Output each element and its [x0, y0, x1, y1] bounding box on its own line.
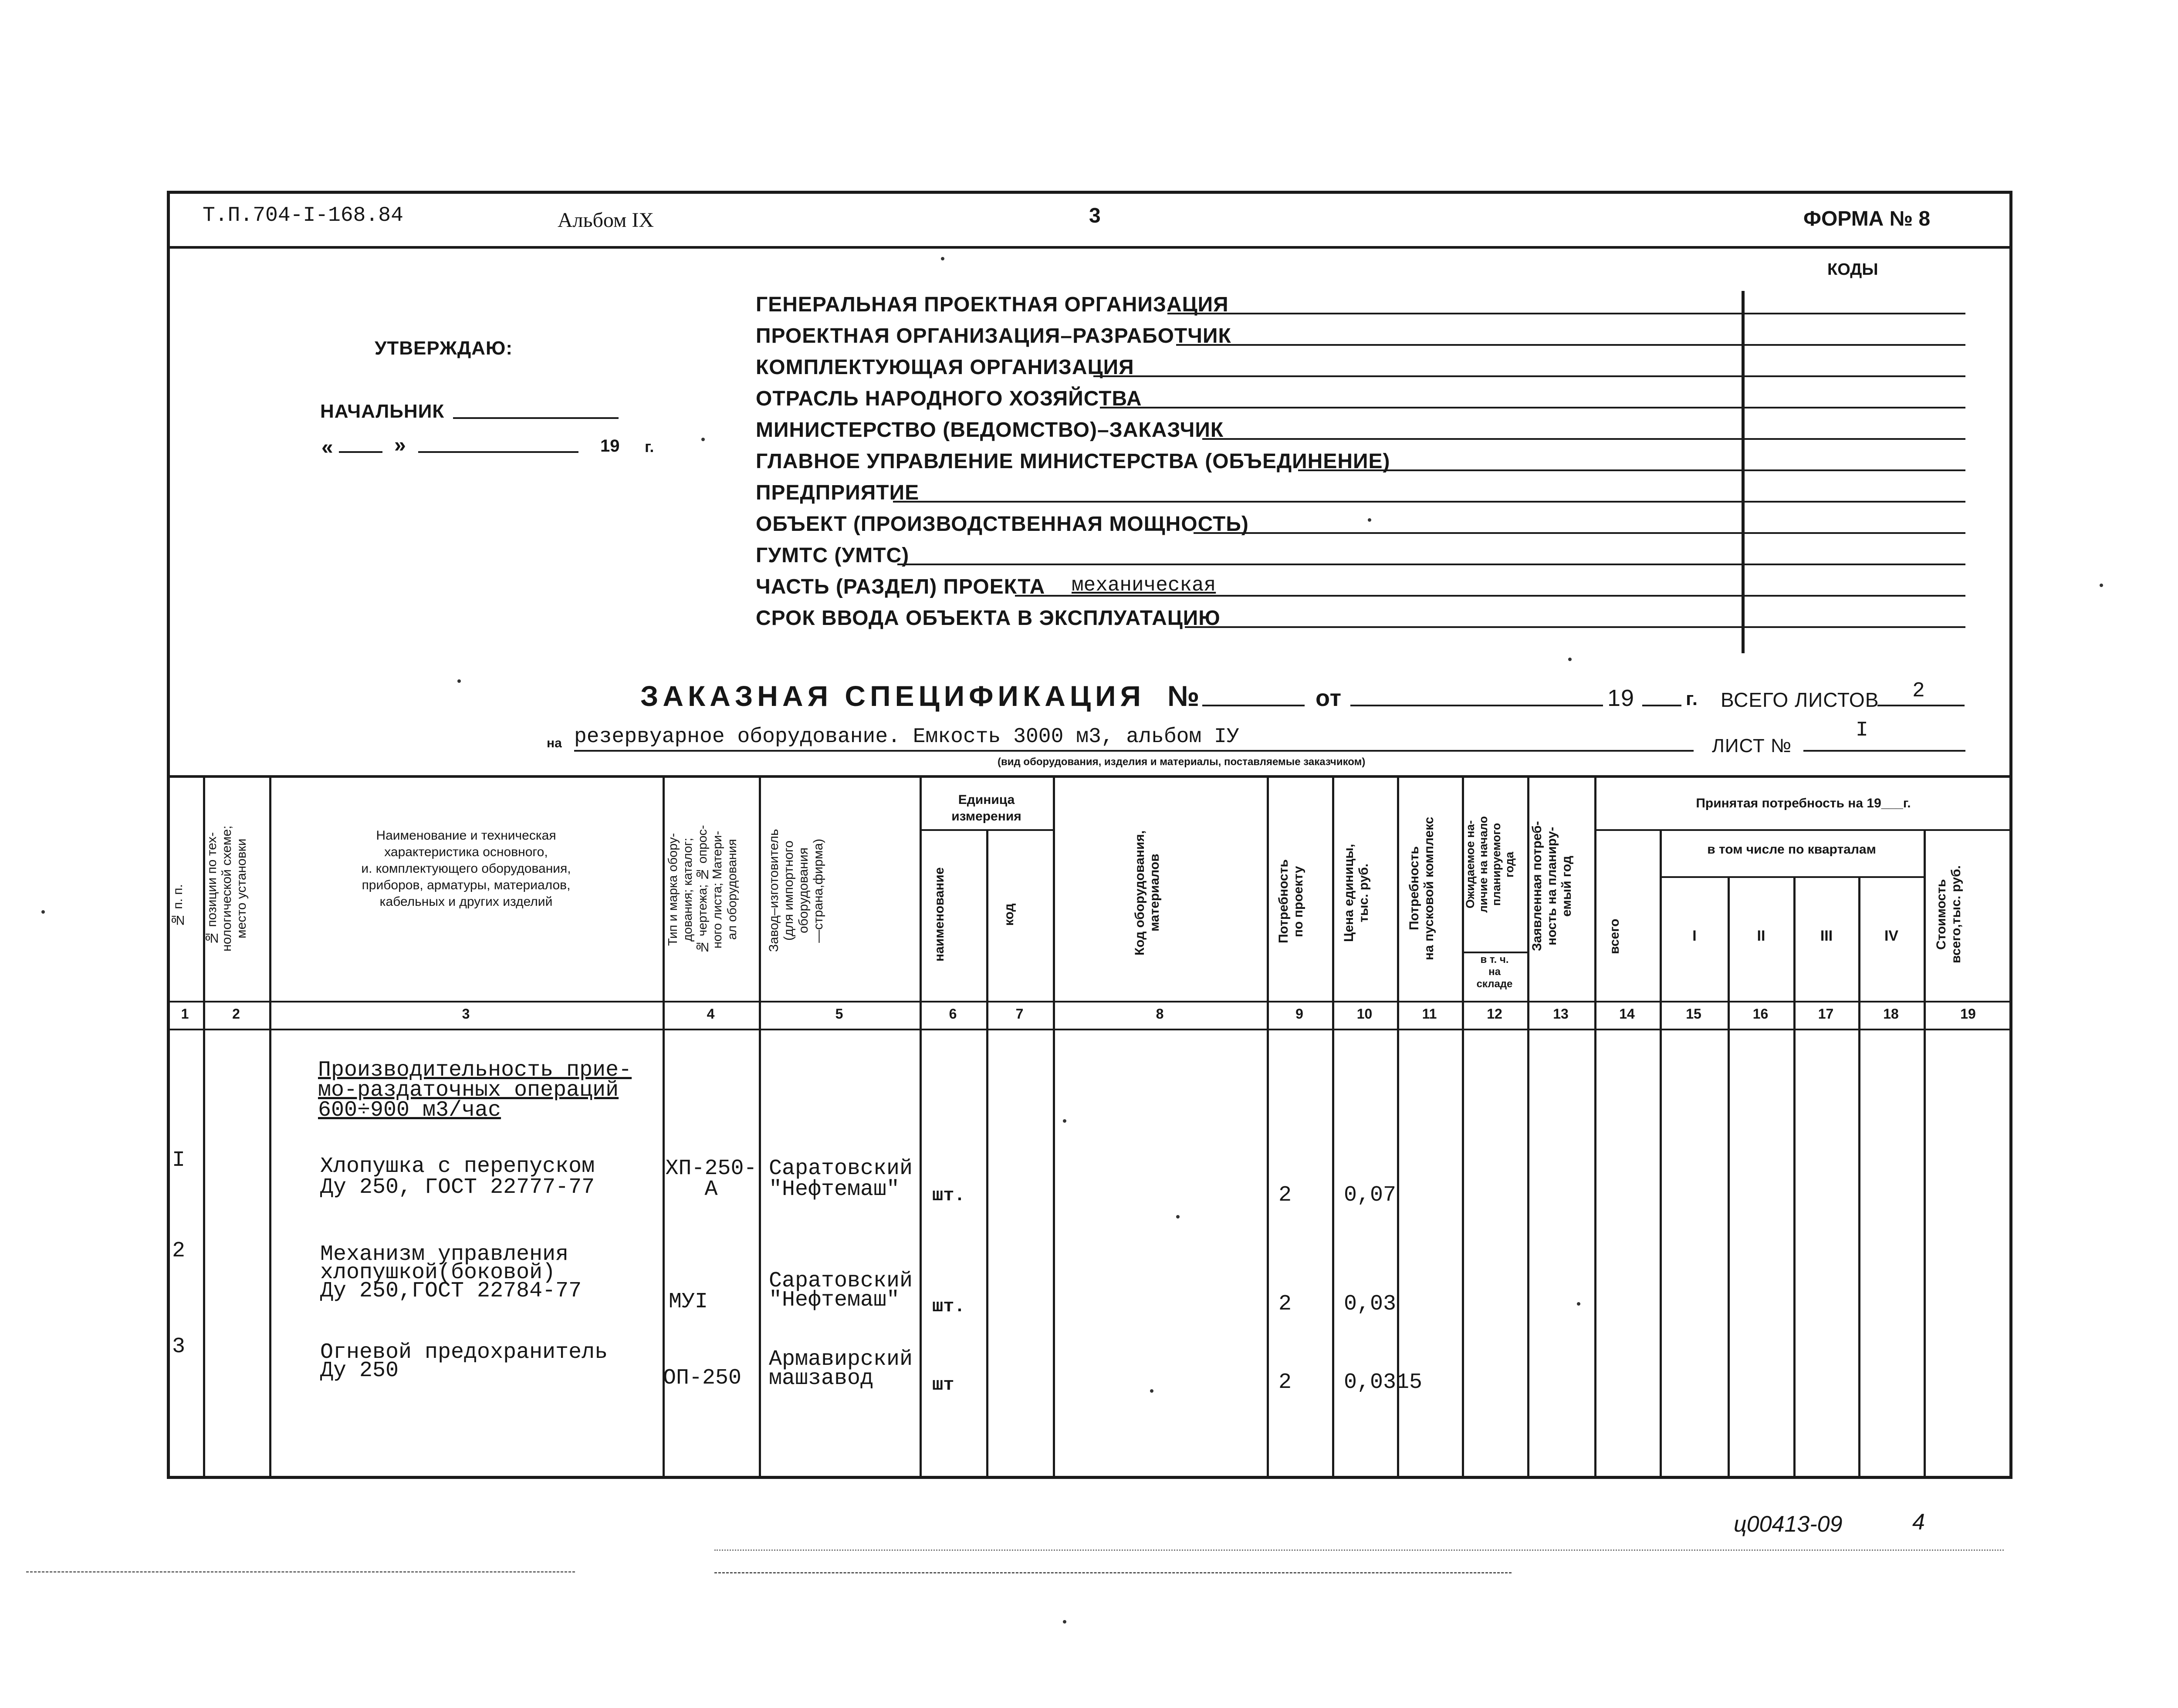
col-header-in-stock: в т. ч. на складе	[1476, 954, 1513, 990]
row-unit: шт.	[932, 1185, 965, 1206]
col-header-unit-name: наименование	[932, 867, 947, 962]
col-header-q2: II	[1757, 928, 1765, 944]
col-separator	[1332, 777, 1334, 1479]
accepted-group-rule	[1594, 829, 2012, 831]
col-header-type: Тип и марка обору- дования; каталог; № чертежа; № опрос- ного листа; Матери- ал оборудования	[666, 825, 739, 954]
col-header-maker: Завод–изготовитель (для импортного оборудования —страна,фирма)	[767, 829, 825, 952]
column-number: 7	[1015, 1006, 1024, 1022]
column-number: 5	[835, 1006, 843, 1022]
col-header-no: № п. п.	[171, 884, 185, 928]
col-separator	[986, 829, 988, 1479]
footer-scan-line	[714, 1572, 1512, 1573]
scan-speck	[1063, 1620, 1066, 1624]
field-label: ГЕНЕРАЛЬНАЯ ПРОЕКТНАЯ ОРГАНИЗАЦИЯ	[756, 293, 1229, 316]
field-label: ОТРАСЛЬ НАРОДНОГО ХОЗЯЙСТВА	[756, 387, 1142, 410]
col-header-equipment-code: Код оборудования, материалов	[1133, 830, 1162, 955]
project-part-value: механическая	[1072, 574, 1216, 597]
col-separator	[1858, 876, 1860, 1479]
column-number: 8	[1156, 1006, 1164, 1022]
scan-speck	[1368, 518, 1371, 522]
spec-no-label: №	[1167, 680, 1200, 712]
row-maker: Саратовский "Нефтемаш"	[769, 1269, 913, 1313]
total-sheets-label: ВСЕГО ЛИСТОВ	[1721, 689, 1879, 711]
page-number: 3	[1089, 204, 1101, 227]
spec-title: ЗАКАЗНАЯ СПЕЦИФИКАЦИЯ	[640, 680, 1145, 712]
date-quote-close: »	[394, 434, 406, 457]
date-quote-open: «	[321, 436, 333, 459]
date-month-line	[418, 451, 578, 453]
row-price: 0,03	[1344, 1292, 1397, 1316]
column-number: 19	[1960, 1006, 1976, 1022]
unit-group-rule	[920, 829, 1053, 831]
col-header-expected: Ожидаемое на- личие на начало планируемого года	[1464, 816, 1516, 913]
column-number: 10	[1356, 1006, 1373, 1022]
album-label: Альбом IX	[558, 209, 654, 232]
field-label: ОБЪЕКТ (ПРОИЗВОДСТВЕННАЯ МОЩНОСТЬ)	[756, 513, 1249, 536]
row-type: ОП-250	[663, 1366, 742, 1391]
col-separator	[1660, 829, 1662, 1479]
field-line[interactable]	[1185, 626, 1965, 628]
spec-date-line[interactable]	[1350, 705, 1603, 706]
row-maker: Армавирский машзавод	[769, 1347, 913, 1391]
column-number: 6	[949, 1006, 957, 1022]
spec-subject-caption: (вид оборудования, изделия и материалы, поставляемые заказчиком)	[998, 756, 1366, 768]
row-price: 0,0315	[1344, 1370, 1423, 1395]
scan-speck	[1063, 1119, 1066, 1123]
table-colnum-border	[167, 1029, 2012, 1030]
scan-speck	[41, 910, 45, 914]
table-header-border	[167, 1001, 2012, 1003]
sheet-no-label: ЛИСТ №	[1712, 735, 1792, 756]
total-sheets-value: 2	[1912, 679, 1925, 703]
codes-label: КОДЫ	[1827, 260, 1878, 279]
accepted-group-header: Принятая потребность на 19___г.	[1696, 796, 1911, 810]
date-year: 19	[600, 436, 620, 456]
doc-code: Т.П.704-I-168.84	[203, 204, 403, 227]
row-type: ХП-250- А	[665, 1156, 757, 1202]
row-unit: шт	[932, 1374, 954, 1395]
col-separator	[1267, 777, 1269, 1479]
stock-sub-rule	[1462, 952, 1527, 953]
col-header-unit-code: код	[1002, 903, 1016, 926]
row-number: I	[172, 1148, 186, 1173]
col-separator	[1793, 876, 1796, 1479]
column-number: 2	[232, 1006, 240, 1022]
column-number: 3	[462, 1006, 470, 1022]
footer-scan-line	[26, 1571, 575, 1573]
col-separator	[1924, 829, 1926, 1479]
column-number: 14	[1619, 1006, 1635, 1022]
row-price: 0,07	[1344, 1183, 1397, 1208]
field-line[interactable]	[1194, 532, 1965, 534]
unit-group-header: Единица измерения	[951, 793, 1021, 824]
quarters-group-header: в том числе по кварталам	[1707, 842, 1876, 857]
row-qty: 2	[1278, 1370, 1292, 1395]
field-label: ЧАСТЬ (РАЗДЕЛ) ПРОЕКТА	[756, 575, 1045, 598]
column-number: 4	[707, 1006, 715, 1022]
field-line[interactable]	[897, 564, 1965, 565]
field-line[interactable]	[1298, 469, 1965, 471]
table-top-border	[167, 775, 2012, 778]
field-line[interactable]	[1202, 438, 1965, 440]
col-header-total: всего	[1607, 918, 1622, 954]
col-header-name: Наименование и техническая характеристика основного, и. комплектующего оборудования, приборов, арматуры, материалов, кабельных и других изделий	[361, 828, 571, 909]
col-separator	[1527, 777, 1529, 1479]
scan-speck	[1176, 1215, 1180, 1219]
column-number: 15	[1686, 1006, 1701, 1022]
field-label: ГЛАВНОЕ УПРАВЛЕНИЕ МИНИСТЕРСТВА (ОБЪЕДИНЕНИЕ)	[756, 450, 1390, 473]
spec-year-label: 19	[1607, 685, 1635, 711]
field-label: ПРОЕКТНАЯ ОРГАНИЗАЦИЯ–РАЗРАБОТЧИК	[756, 324, 1231, 348]
column-number: 1	[181, 1006, 189, 1022]
field-line[interactable]	[1093, 375, 1965, 377]
row-qty: 2	[1278, 1183, 1292, 1208]
row-name: Механизм управления хлопушкой(боковой) Ду 250,ГОСТ 22784-77	[320, 1242, 582, 1303]
field-line[interactable]	[1167, 313, 1965, 314]
field-line[interactable]	[1176, 344, 1965, 346]
spec-year-g: г.	[1686, 688, 1698, 709]
col-separator	[1053, 777, 1055, 1479]
sheet-no-line[interactable]	[1803, 750, 1965, 752]
col-separator	[1594, 777, 1596, 1479]
date-year-g: г.	[645, 438, 654, 456]
spec-subject: резервуарное оборудование. Емкость 3000 м3, альбом IУ	[574, 725, 1239, 749]
spec-subject-line[interactable]	[574, 750, 1694, 752]
total-sheets-line[interactable]	[1877, 705, 1965, 706]
scan-speck	[1150, 1389, 1153, 1393]
form-number: ФОРМА № 8	[1803, 207, 1931, 230]
col-header-price: Цена единицы, тыс. руб.	[1342, 844, 1371, 942]
col-header-cost: Стоимость всего,тыс. руб.	[1934, 865, 1963, 964]
date-day-line	[339, 451, 382, 453]
approve-label: УТВЕРЖДАЮ:	[375, 338, 513, 359]
col-header-position: № позиции по тех- нологической схеме; место установки	[205, 825, 249, 952]
column-number: 17	[1818, 1006, 1834, 1022]
column-number: 9	[1295, 1006, 1303, 1022]
scan-speck	[941, 257, 944, 260]
column-number: 13	[1553, 1006, 1569, 1022]
quarters-group-rule	[1660, 876, 1924, 878]
spec-no-line[interactable]	[1202, 705, 1305, 706]
spec-from-label: от	[1316, 685, 1342, 711]
col-header-q1: I	[1692, 928, 1697, 944]
column-number: 11	[1422, 1006, 1437, 1022]
column-number: 18	[1883, 1006, 1899, 1022]
header-divider	[167, 246, 2012, 249]
scan-speck	[457, 679, 461, 683]
col-header-q3: III	[1820, 928, 1833, 944]
chief-label: НАЧАЛЬНИК	[320, 401, 445, 422]
scan-speck	[1568, 658, 1572, 661]
row-type: МУI	[669, 1289, 708, 1314]
chief-signature-line	[453, 417, 619, 419]
field-label: ГУМТС (УМТС)	[756, 544, 910, 567]
column-number: 12	[1487, 1006, 1502, 1022]
scan-speck	[1577, 1302, 1580, 1306]
col-header-requested: Заявленная потреб- ность на планиру- емый год	[1530, 821, 1574, 952]
row-unit: шт.	[932, 1296, 965, 1317]
scan-speck	[701, 438, 705, 441]
row-number: 3	[172, 1334, 186, 1359]
row-qty: 2	[1278, 1292, 1292, 1316]
col-separator	[920, 777, 922, 1479]
scan-speck	[2100, 584, 2103, 587]
col-separator	[759, 777, 761, 1479]
field-label: ПРЕДПРИЯТИЕ	[756, 481, 920, 504]
row-maker: Саратовский "Нефтемаш"	[769, 1156, 913, 1202]
field-label: МИНИСТЕРСТВО (ВЕДОМСТВО)–ЗАКАЗЧИК	[756, 419, 1224, 442]
row-number: 2	[172, 1239, 186, 1263]
col-separator	[269, 777, 271, 1479]
row-name: Хлопушка с перепуском Ду 250, ГОСТ 22777-77	[320, 1154, 595, 1200]
field-label: СРОК ВВОДА ОБЪЕКТА В ЭКСПЛУАТАЦИЮ	[756, 607, 1221, 630]
spec-on-label: на	[547, 736, 562, 750]
footer-scan-line	[714, 1549, 2004, 1551]
sheet-no-value: I	[1856, 719, 1868, 742]
col-header-qty: Потребность по проекту	[1276, 859, 1305, 944]
col-separator	[1728, 876, 1730, 1479]
field-line[interactable]	[893, 501, 1965, 503]
field-line[interactable]	[1100, 407, 1965, 408]
archive-number: ц00413-09	[1734, 1512, 1843, 1537]
col-header-q4: IV	[1884, 928, 1899, 944]
column-number: 16	[1752, 1006, 1769, 1022]
spec-year-line[interactable]	[1642, 705, 1681, 706]
footer-page-number: 4	[1912, 1509, 1925, 1535]
row-name: Огневой предохранитель Ду 250	[320, 1340, 608, 1383]
col-header-launch: Потребность на пусковой комплекс	[1407, 817, 1436, 960]
section-title: Производительность прие- мо-раздаточных операций 600÷900 м3/час	[318, 1058, 632, 1123]
field-label: КОМПЛЕКТУЮЩАЯ ОРГАНИЗАЦИЯ	[756, 356, 1134, 379]
